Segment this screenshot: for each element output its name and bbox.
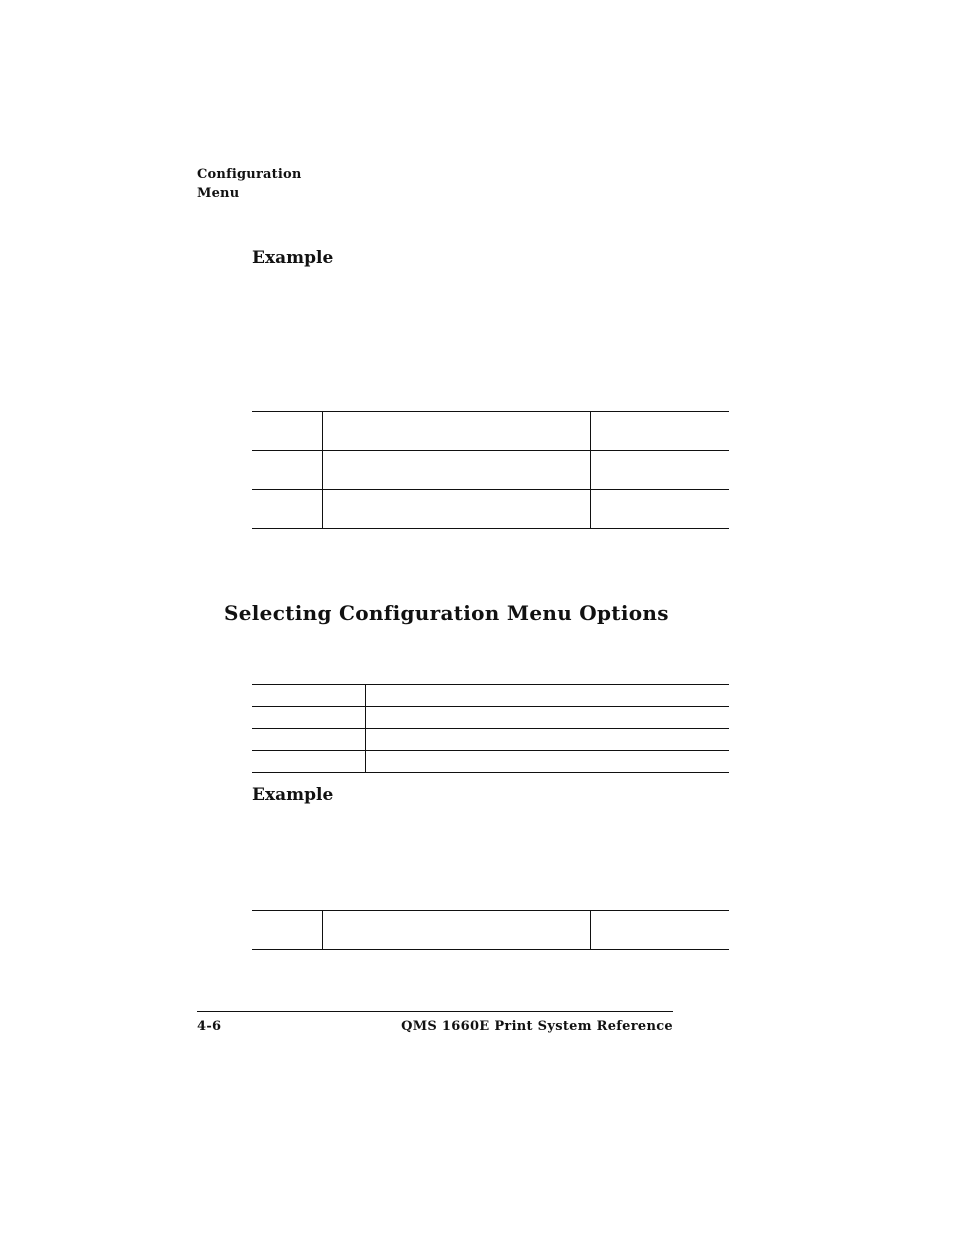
table-cell <box>252 412 322 451</box>
table-cell <box>252 707 365 729</box>
table-cell <box>365 707 729 729</box>
table-cell <box>590 490 729 529</box>
table-row <box>252 451 729 490</box>
page-number: 4-6 <box>197 1019 222 1034</box>
book-title: QMS 1660E Print System Reference <box>401 1019 673 1034</box>
table-row <box>252 729 729 751</box>
table-cell <box>252 751 365 773</box>
table-cell <box>322 451 590 490</box>
table-cell <box>252 451 322 490</box>
table-row <box>252 685 729 707</box>
table-cell <box>590 451 729 490</box>
example-heading-2: Example <box>252 785 334 805</box>
table-cell <box>365 685 729 707</box>
example-table-1 <box>252 411 729 529</box>
table-row <box>252 412 729 451</box>
footer-rule <box>197 1011 673 1012</box>
running-head-line2: Menu <box>197 186 240 201</box>
table-cell <box>322 490 590 529</box>
table-row <box>252 911 729 950</box>
example-table-2 <box>252 910 729 950</box>
section-title: Selecting Configuration Menu Options <box>224 601 669 625</box>
table-cell <box>322 412 590 451</box>
options-table <box>252 684 729 773</box>
running-head <box>197 165 301 203</box>
table-cell <box>590 412 729 451</box>
table-cell <box>322 911 590 950</box>
table-cell <box>365 729 729 751</box>
table-cell <box>252 490 322 529</box>
table-row <box>252 707 729 729</box>
table-cell <box>252 911 322 950</box>
table-cell <box>252 685 365 707</box>
example-heading-1: Example <box>252 248 334 268</box>
running-head-line1: Configuration <box>197 167 302 182</box>
table-cell <box>590 911 729 950</box>
table-row <box>252 490 729 529</box>
table-row <box>252 751 729 773</box>
table-cell <box>252 729 365 751</box>
table-cell <box>365 751 729 773</box>
